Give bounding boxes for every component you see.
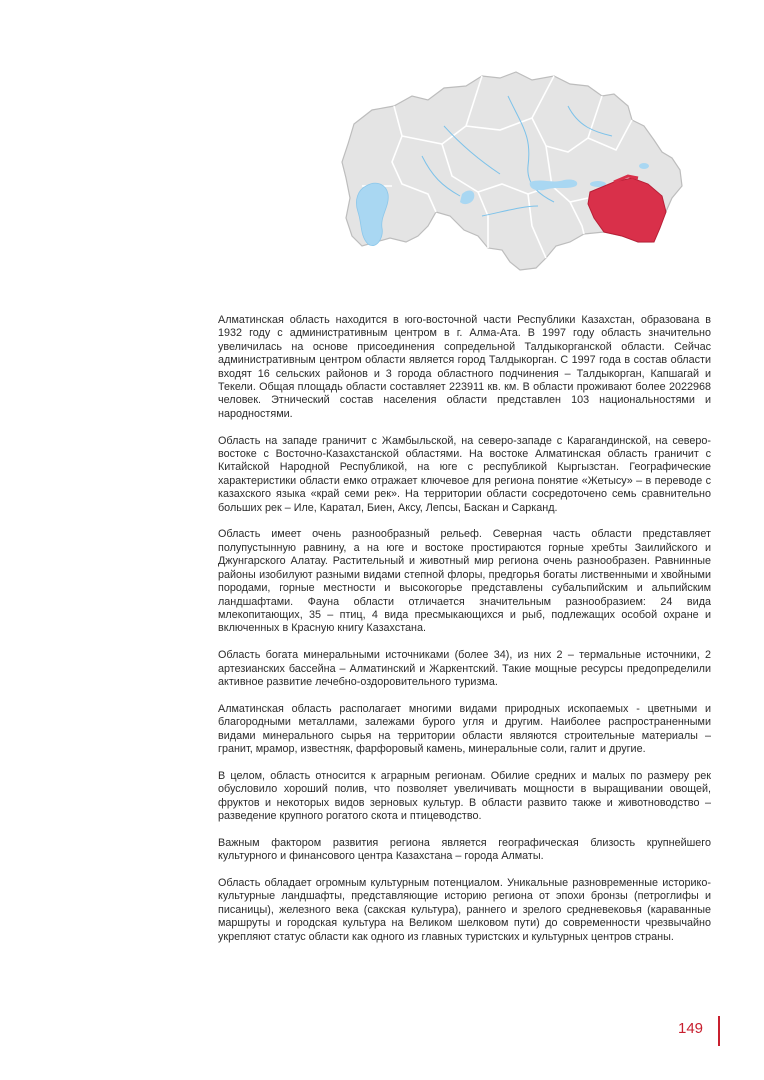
paragraph-borders: Область на западе граничит с Жамбыльской, на северо-западе с Карагандинской, на северо-востоке с Восточно-Казахстанской областями. На востоке Алматинская область граничит с Китайской Народной Республикой, на юге с республикой Кыргызстан. Географические характеристики области емко отражает ключевое для региона понятие «Жетысу» – в переводе с казахского языка «край семи рек». На территории области сосредоточено семь сравнительно больших рек – Иле, Каратал, Биен, Аксу, Лепсы, Баскан и Сарканд. (218, 434, 711, 514)
kazakhstan-region-map-icon (332, 66, 708, 276)
paragraph-resources: Алматинская область располагает многими видами природных ископаемых - цветными и благородными металлами, залежами бурого угля и другим. Наиболее распространенными видами минерального сырья на территории области являются строительные материалы – гранит, мрамор, известняк, фарфоровый камень, минеральные соли, галит и другие. (218, 702, 711, 755)
country-outline (342, 72, 682, 270)
paragraph-intro: Алматинская область находится в юго-восточной части Республики Казахстан, образована в 1932 году с административным центром в г. Алма-Ата. В 1997 году область значительно увеличилась на основе присоединения сопредельной Талдыкорганской области. Сейчас административным центром области является город Талдыкорган. С 1997 года в состав области входят 16 сельских районов и 3 города областного подчинения – Талдыкорган, Капшагай и Текели. Общая площадь области составляет 223911 кв. км. В области проживают более 2022968 человек. Этнический состав населения области представлен 103 национальностями и народностями. (218, 314, 711, 420)
paragraph-agriculture: В целом, область относится к аграрным регионам. Обилие средних и малых по размеру рек обусловило хороший полив, что позволяет увеличивать мощности в выращивании овощей, фруктов и некоторых видов зерновых культур. В области развито также и животноводство – разведение крупного рогатого скота и птицеводство. (218, 769, 711, 822)
paragraph-almaty-proximity: Важным фактором развития региона является географическая близость крупнейшего культурного и финансового центра Казахстана – города Алматы. (218, 836, 711, 863)
paragraph-culture: Область обладает огромным культурным потенциалом. Уникальные разновременные историко-культурные ландшафты, представляющие историю региона от эпохи бронзы (петроглифы и писаницы), железного века (сакская культура), раннего и зрелого средневековья (караванные маршруты и городская культура на Великом шелковом пути) до современности чрезвычайно укрепляют статус области как одного из главных туристских и культурных центров страны. (218, 876, 711, 943)
article-body (218, 314, 711, 957)
paragraph-mineral-springs: Область богата минеральными источниками (более 34), из них 2 – термальные источники, 2 артезианских бассейна – Алматинский и Жаркентский. Такие мощные ресурсы предопределили активное развитие лечебно-оздоровительного туризма. (218, 649, 711, 688)
page-number: 149 (678, 1020, 704, 1037)
paragraph-relief: Область имеет очень разнообразный рельеф. Северная часть области представляет полупустынную равнину, а на юге и востоке простираются горные хребты Заилийского и Джунгарского Алатау. Растительный и животный мир региона очень разнообразен. Равнинные районы изобилуют разными видами степной флоры, предгорья богаты лиственными и хвойными породами, горные местности и высокогорье представлены субальпийским и альпийским ландшафтами. Фауна области отличается значительным разнообразием: 24 вида млекопитающих, 35 – птиц, 4 вида пресмыкающихся и рыб, подлежащих особой охране и включенных в Красную книгу Казахстана. (218, 528, 711, 635)
page-number-rule (718, 1016, 720, 1046)
